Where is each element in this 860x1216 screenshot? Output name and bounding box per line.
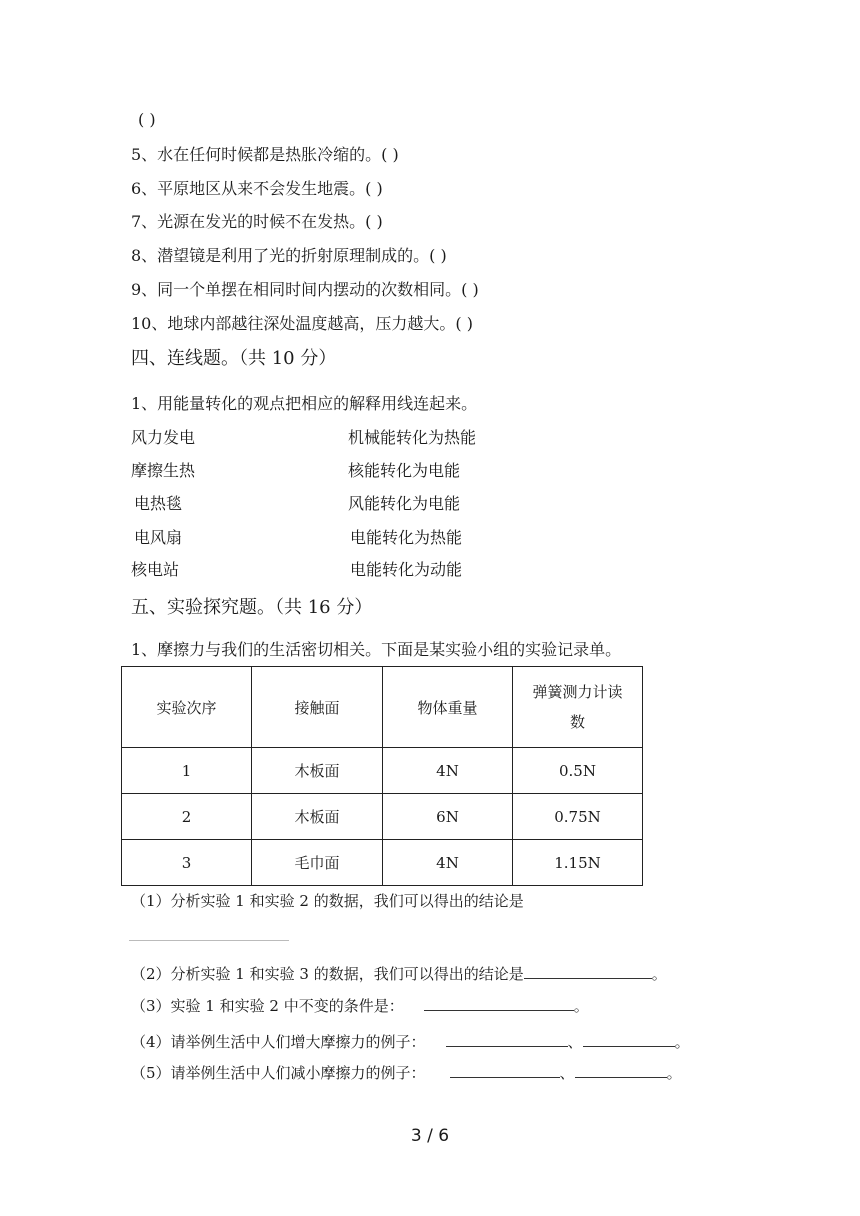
- comma: 、: [567, 1033, 583, 1051]
- judgment-9: 9、同一个单摆在相同时间内摆动的次数相同。( ): [131, 280, 479, 299]
- judgment-10: 10、地球内部越往深处温度越高，压力越大。( ): [131, 314, 473, 333]
- cell-surface: 木板面: [252, 794, 383, 840]
- comma: 、: [559, 1064, 575, 1082]
- cell-weight: 4N: [383, 748, 513, 794]
- question-4-row: [131, 1030, 690, 1052]
- period: 。: [674, 1033, 690, 1051]
- header-weight: 物体重量: [383, 667, 513, 748]
- table-row: [122, 794, 643, 840]
- match-left-5: 核电站: [131, 560, 180, 579]
- match-left-4: 电风扇: [134, 528, 183, 547]
- page-number: 3 / 6: [410, 1126, 450, 1146]
- judgment-5: 5、水在任何时候都是热胀冷缩的。( ): [131, 145, 399, 164]
- answer-blank-5b: [575, 1061, 667, 1078]
- judgment-7: 7、光源在发光的时候不在发热。( ): [131, 212, 383, 231]
- answer-blank-5a: [450, 1061, 560, 1078]
- table-row: [122, 840, 643, 886]
- match-right-3: 风能转化为电能: [348, 494, 461, 513]
- header-reading: [513, 667, 643, 748]
- question-2: （2）分析实验 1 和实验 3 的数据，我们可以得出的结论是: [131, 965, 524, 983]
- question-3-row: [131, 994, 589, 1016]
- cell-order: 2: [122, 794, 252, 840]
- header-order: 实验次序: [122, 667, 252, 748]
- match-right-5: 电能转化为动能: [350, 560, 463, 579]
- period: 。: [666, 1064, 682, 1082]
- cell-order: 3: [122, 840, 252, 886]
- section-4-title: 四、连线题。（共 10 分）: [131, 348, 337, 369]
- answer-blank-4b: [583, 1030, 675, 1047]
- cell-surface: 木板面: [252, 748, 383, 794]
- question-2-row: [131, 962, 667, 984]
- cell-order: 1: [122, 748, 252, 794]
- match-right-1: 机械能转化为热能: [348, 428, 477, 447]
- answer-blank-4a: [446, 1030, 568, 1047]
- cell-reading: 0.5N: [513, 748, 643, 794]
- table-header-row: [122, 667, 643, 748]
- match-left-3: 电热毯: [134, 494, 183, 513]
- question-5-row: [131, 1061, 682, 1083]
- question-5: （5）请举例生活中人们减小摩擦力的例子：: [131, 1064, 426, 1082]
- cell-weight: 6N: [383, 794, 513, 840]
- answer-blank-2: [524, 962, 652, 979]
- question-1: （1）分析实验 1 和实验 2 的数据，我们可以得出的结论是: [131, 892, 524, 910]
- header-surface: 接触面: [252, 667, 383, 748]
- judgment-6: 6、平原地区从来不会发生地震。( ): [131, 179, 383, 198]
- match-left-2: 摩擦生热: [131, 461, 196, 480]
- answer-line-1: [129, 940, 289, 941]
- cell-reading: 1.15N: [513, 840, 643, 886]
- experiment-table: [121, 666, 643, 886]
- cell-surface: 毛巾面: [252, 840, 383, 886]
- question-3: （3）实验 1 和实验 2 中不变的条件是：: [131, 997, 404, 1015]
- question-4: （4）请举例生活中人们增大摩擦力的例子：: [131, 1033, 426, 1051]
- match-right-4: 电能转化为热能: [350, 528, 463, 547]
- section-5-question: 1、摩擦力与我们的生活密切相关。下面是某实验小组的实验记录单。: [131, 640, 622, 659]
- top-bracket: ( ): [138, 110, 156, 129]
- header-reading-line1: 弹簧测力计读: [532, 683, 623, 701]
- judgment-8: 8、潜望镜是利用了光的折射原理制成的。( ): [131, 246, 447, 265]
- answer-blank-3: [424, 994, 574, 1011]
- header-reading-line2: 数: [569, 713, 585, 731]
- match-right-2: 核能转化为电能: [348, 461, 461, 480]
- match-left-1: 风力发电: [131, 428, 196, 447]
- period: 。: [651, 965, 667, 983]
- section-5-title: 五、实验探究题。（共 16 分）: [131, 597, 373, 618]
- section-4-question: 1、用能量转化的观点把相应的解释用线连起来。: [131, 394, 478, 413]
- cell-reading: 0.75N: [513, 794, 643, 840]
- period: 。: [573, 997, 589, 1015]
- table-row: [122, 748, 643, 794]
- cell-weight: 4N: [383, 840, 513, 886]
